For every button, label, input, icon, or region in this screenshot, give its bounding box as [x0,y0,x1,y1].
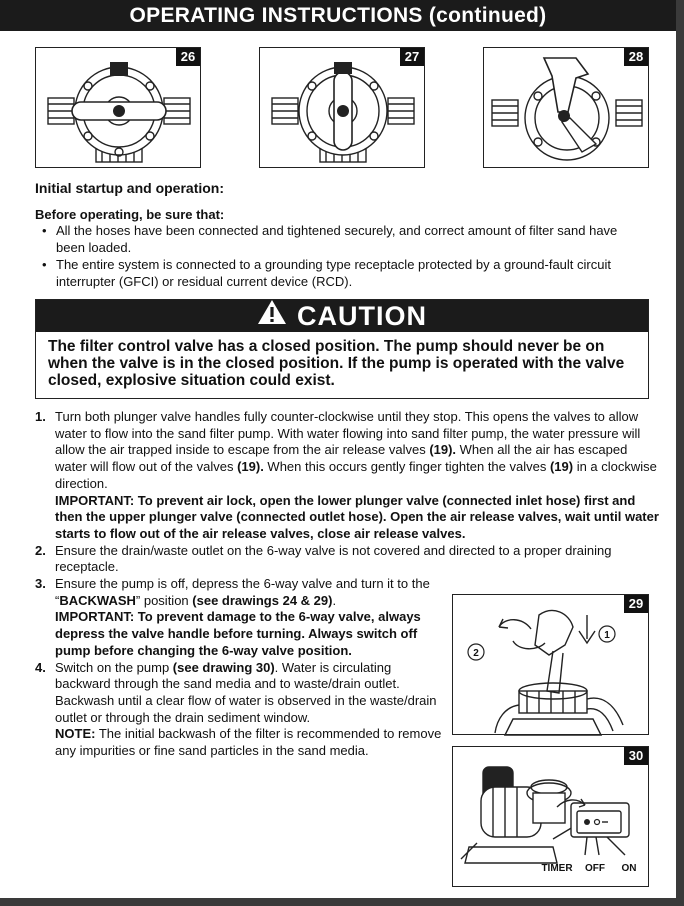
step-number: 2. [35,542,46,558]
before-operating-title: Before operating, be sure that: [35,207,225,222]
reference: (19) [549,459,574,475]
step-text: When all the air has escaped water will flow out of the valves [55,442,628,475]
list-item-text: All the hoses have been connected and tightened securely, and correct amount of filter sand have been loaded. [56,223,618,255]
step-text: ” position [135,592,193,608]
figure-30 [452,746,649,887]
figure-number: 28 [624,48,648,66]
reference: (19). [237,459,264,475]
important-note: IMPORTANT: To prevent damage to the 6-way valve, always depress the valve handle before turning. Always switch off pump before changing the 6-way valve position. [55,609,421,658]
step-text: Turn both plunger valve handles fully counter-clockwise until they stop. This opens the valves to allow water to flow into the sand filter pump. With water flowing into sand filter pump, the water pressure will allow the air trapped inside to escape from the air release valves [55,409,641,458]
caution-header [36,300,648,332]
figure-number: 30 [624,747,648,765]
figure-number: 26 [176,48,200,66]
list-item [40,222,645,256]
list-item-text: The entire system is connected to a grounding type receptacle protected by a ground-fault circuit interrupter (GFCI) or residual current device (RCD). [56,257,611,289]
figure-26 [35,47,201,168]
step-text: in a clockwise direction. [55,459,657,491]
list-item [40,256,645,290]
reference: (19). [429,442,457,458]
off-label: OFF [585,863,605,874]
valve-illustration [260,48,426,169]
step-text: When this occurs gently finger tighten the valves [263,459,550,475]
valve-illustration [36,48,202,169]
step-text: . [332,592,337,608]
backwash-label: BACKWASH [59,592,136,608]
reference: (see drawing 30) [172,659,275,675]
caution-title: CAUTION [297,301,427,331]
on-label: ON [621,863,637,874]
reference: (see drawings 24 & 29) [192,592,333,608]
important-note: IMPORTANT: To prevent air lock, open the lower plunger valve (connected inlet hose) first and then the upper plunger valve (connected outlet hose). Open the air release valves, wait until water starts to flow out of the air release valves, close air release valves. [55,492,659,541]
step-1-marker: 1 [604,630,610,641]
step-number: 3. [35,576,46,592]
step-text: Ensure the drain/waste outlet on the 6-way valve is not covered and directed to a proper draining receptacle. [55,542,612,575]
caution-text: The filter control valve has a closed position. The pump should never be on when the valve is in the closed position. If the pump is operated with the valve closed, explosive situation could exist. [48,338,625,389]
caution-box [35,299,649,399]
step-number: 1. [35,409,46,424]
bullet-icon: • [42,257,47,272]
figure-number: 27 [400,48,424,66]
timer-label: TIMER [541,863,573,874]
step-text: Ensure the pump is off, depress the 6-way valve and turn it to the “ [55,576,430,608]
pump-illustration [453,747,650,888]
step-item [35,576,441,660]
note-text: The initial backwash of the filter is recommended to remove any impurities or fine sand particles in the sand media. [55,726,442,759]
step-number: 4. [35,659,46,675]
step-text: Switch on the pump [55,659,173,675]
step-item [35,543,645,576]
step-2-marker: 2 [473,648,479,659]
valve-illustration [484,48,650,169]
figure-number: 29 [624,595,648,613]
step-item [35,660,445,760]
checklist [40,222,645,290]
bullet-icon: • [42,223,47,238]
section-title: Initial startup and operation: [35,180,225,196]
note-label: NOTE: [55,726,96,742]
step-item [35,409,661,543]
figure-29 [452,594,649,735]
page-header: OPERATING INSTRUCTIONS (continued) [0,0,676,31]
figure-28 [483,47,649,168]
warning-icon [257,299,287,332]
figure-27 [259,47,425,168]
backwash-illustration [453,595,650,736]
step-text: . Water is circulating backward through the sand media and to waste/drain outlet. Backwash until a clear flow of water is observed in the waste/drain outlet or through the drain sediment window. [55,659,437,725]
